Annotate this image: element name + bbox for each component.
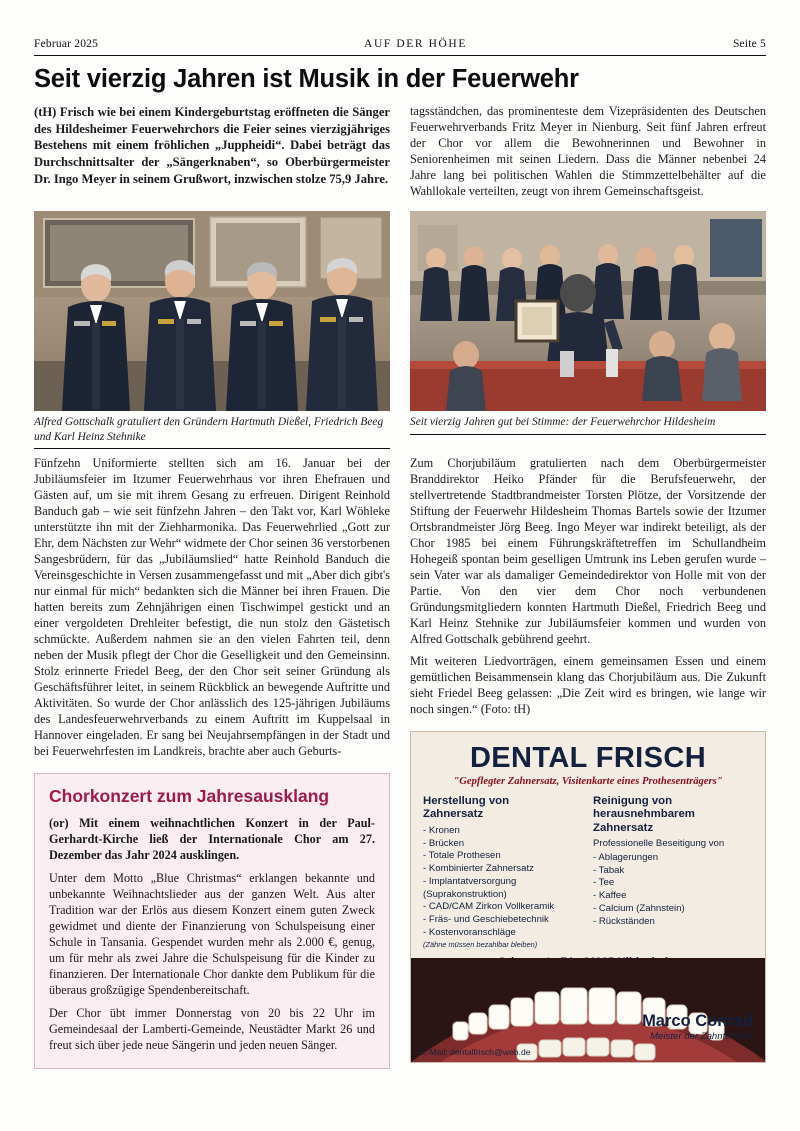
caption-divider-right [410, 434, 766, 435]
photo-choir-singing [410, 211, 766, 411]
running-head-date: Februar 2025 [34, 38, 99, 50]
list-item: - Kronen [423, 824, 460, 836]
ad-left-heading-line2: Zahnersatz [423, 808, 484, 821]
sidebar-article-p1: Unter dem Motto „Blue Christmas“ erklangen bekannte und unbekannte Weihnachtslieder aus der ganzen Welt. Aus alter Tradition war der Erlös aus diesem Konzert einem guten Zweck gewidmet und diente der Finanzierung von Schulspeisung einer Schule in Tansania. Gespendet wurden mehr als 2.000 €, genug, um für mehr als zwei Jahre die Schulspeisung für die Kinder zu finanzieren. Der Internationale Chor dankte dem Publikum für die überaus großzügige Spendenbereitschaft. [49, 870, 375, 997]
article-body-left: Fünfzehn Uniformierte stellten sich am 16. Januar bei der Jubiläumsfeier im Itzumer Feuerwehrhaus vor ihren Ehefrauen und Gästen auf, um sie mit ihrem Gesang zu erfreuen. Dirigent Reinhold Banduch gab – wie seit fünfzehn Jahren – den Takt vor, Karl Wöhleke unterstützte ihn mit der Ziehharmonika. Das Feuerwehrlied „Gott zur Ehr, dem Nächsten zur Wehr“ widmete der Chor seinen 36 verstorbenen Sangesbrüdern, für das „Jubiläumslied“ hatte Reinhold Banduch die Vereinsgeschichte in Versen zusammengefasst und mit „Aber dich gibt's nur einmal für mich“ bedankten sich die Männer bei ihren Frauen. Die hatten bereits zum Zehnjährigen einen Tischwimpel gestickt und an einer vergoldeten Drehleiter befestigt, die nun stolz den Gästetisch schmückte. Außerdem nahmen sie an den vielen Fahrten teil, denn neben der Musik pflegt der Chor die Geselligkeit und den Gemeinsinn. Stolz erinnerte Friedel Beeg, der den Chor seit seiner Gründung als Geschäftsführer leitet, in seinem Rückblick an bewegende Auftritte und Aktivitäten. So wurde der Chor anlässlich des 125-jährigen Jubiläums des Landesfeuerwehrverbands zu einem Auftritt im Kuppelsaal in Hannover eingeladen. Er sang bei Neujahrsempfängen in der Stadt und bei Feuerwehrfesten im Landkreis, brachte aber auch Geburts- [34, 456, 390, 758]
body-left-column [34, 456, 390, 1068]
intro-left-column [34, 104, 390, 200]
ad-subtitle: "Gepflegter Zahnersatz, Visitenkarte eines Prothesenträgers" [453, 775, 723, 787]
list-item: (Suprakonstruktion) [423, 888, 507, 900]
ad-right-list [593, 838, 753, 928]
advertisement-dental-frisch[interactable] [410, 731, 766, 1063]
photo-right-block [410, 211, 766, 456]
running-head-page: Seite 5 [732, 38, 766, 50]
list-item: - Ablagerungen [593, 851, 659, 863]
ad-person [642, 1012, 753, 1042]
photo-left-block [34, 211, 390, 456]
list-item: - Totale Prothesen [423, 850, 501, 862]
photo-choir-founders [34, 211, 390, 411]
sidebar-article-box [34, 773, 390, 1069]
list-item: - Rückständen [593, 915, 655, 927]
caption-divider-left [34, 448, 390, 449]
ad-right-subheading: Professionelle Beseitigung von [593, 838, 725, 850]
body-columns [34, 456, 766, 1068]
ad-email[interactable]: E-Mail: dentalfrisch@web.de [421, 1046, 531, 1057]
running-head [34, 38, 766, 54]
photo-row [34, 211, 766, 456]
sidebar-article-title: Chorkonzert zum Jahresausklang [49, 785, 330, 806]
ad-left-heading-line1: Herstellung von [423, 794, 510, 807]
ad-left-note: (Zähne müssen bezahlbar bleiben) [423, 939, 538, 949]
list-item: - Tee [593, 877, 615, 889]
ad-right-heading [593, 795, 753, 835]
intro-right-column [410, 104, 766, 200]
page-content [34, 38, 766, 1069]
ad-title: DENTAL FRISCH [469, 741, 707, 774]
article-body-right-1: Zum Chorjubiläum gratulierten nach dem Oberbürgermeister Branddirektor Heiko Pfänder für die Berufsfeuerwehr, der stellvertretende Stadtbrandmeister Torsten Plötze, der Vorsitzende der Stiftung der Feuerwehr Hildesheim Thomas Bartels sowie der Itzumer Ortsbrandmeister Jörg Beeg. Ingo Meyer war indirekt beteiligt, als der Chor 1985 bei einem Führungskräftetreffen im Schullandheim Hohegeiß spontan beim geselligen Umtrunk ins Leben gerufen wurde – sein Vater war als damaliger Gemeindedirektor von Holle mit von der Partie. Von den vier dem Chor noch verbundenen Gründungsmitgliedern konnten Hartmuth Dießel, Friedrich Beeg und Karl Heinz Stehnike zur Jubiläumsfeier kommen und wurden von Alfred Gottschalk gebührend geehrt. [410, 456, 766, 646]
ad-person-name: Marco Conrad [642, 1011, 753, 1030]
list-item: - Fräs- und Geschiebetechnik [423, 914, 549, 925]
ad-columns [411, 787, 765, 950]
list-item: - Brücken [423, 837, 465, 849]
ad-column-left [423, 795, 583, 950]
page-title: Seit vierzig Jahren ist Musik in der Feuerwehr [34, 65, 579, 93]
ad-left-list [423, 825, 583, 950]
ad-column-right [593, 795, 753, 950]
header-divider [34, 55, 766, 56]
list-item: - Calcium (Zahnstein) [593, 902, 685, 914]
list-item: - CAD/CAM Zirkon Vollkeramik [423, 901, 555, 913]
body-right-column [410, 456, 766, 1068]
ad-right-heading-line1: Reinigung von [593, 794, 673, 807]
ad-left-heading [423, 795, 583, 822]
article-lead: (tH) Frisch wie bei einem Kindergeburtstag eröffneten die Sänger des Hildesheimer Feuerwehrchors die Feier seines vierzigjähriges Bestehens mit einem fröhlichen „Juppheidi“. Dabei beträgt das Durchschnittsalter der „Sängerknaben“, so Oberbürgermeister Dr. Ingo Meyer in seinem Grußwort, inzwischen stolze 75,9 Jahre. [34, 105, 390, 186]
list-item: - Kombinierter Zahnersatz [423, 863, 534, 874]
list-item: - Kaffee [593, 890, 627, 902]
sidebar-article-lead: (or) Mit einem weihnachtlichen Konzert in der Paul-Gerhardt-Kirche ließ der Internationale Chor am 27. Dezember das Jahr 2024 ausklingen. [49, 815, 375, 862]
ad-right-heading-line2: herausnehmbarem Zahnersatz [593, 808, 695, 834]
running-head-title: AUF DER HÖHE [364, 38, 467, 50]
intro-columns [34, 104, 766, 200]
sidebar-article-p2: Der Chor übt immer Donnerstag von 20 bis 22 Uhr im Gemeindesaal der Lamberti-Gemeinde, Neustädter Markt 26 und freut sich über jede neue Sängerin und jeden neuen Sänger. [49, 1005, 375, 1052]
list-item: - Implantatversorgung [423, 875, 517, 887]
list-item: - Tabak [593, 864, 625, 876]
article-right-intro: tagsständchen, das prominenteste dem Vizepräsidenten des Deutschen Feuerwehrverbands Fritz Meyer in Nienburg. Seit fünf Jahren erfreut der Chor vor allem die Bewohnerinnen und Bewohner in Seniorenheimen mit seinen Liedern. Dass die Männer nebenbei 24 Jahre lang bei politischen Wahlen die Stimmzettelbehälter auf die Wahllokale verteilten, zeugt von ihrem Gemeinschaftsgeist. [410, 104, 766, 198]
article-body-right-2: Mit weiteren Liedvorträgen, einem gemeinsamen Essen und einem gemütlichen Beisammensein klang das Chorjubiläum aus. Die Zukunft sieht Friedel Beeg gelassen: „Die Zeit wird es bringen, wie lange wir noch singen.“ (Foto: tH) [410, 653, 766, 716]
photo-left-caption: Alfred Gottschalk gratuliert den Gründern Hartmuth Dießel, Friedrich Beeg und Karl Heinz Stehnike [34, 415, 384, 443]
ad-person-role: Meister der Zahntechnik [650, 1030, 753, 1042]
list-item: - Kostenvoranschläge [423, 926, 516, 938]
photo-right-caption: Seit vierzig Jahren gut bei Stimme: der Feuerwehrchor Hildesheim [410, 415, 716, 428]
